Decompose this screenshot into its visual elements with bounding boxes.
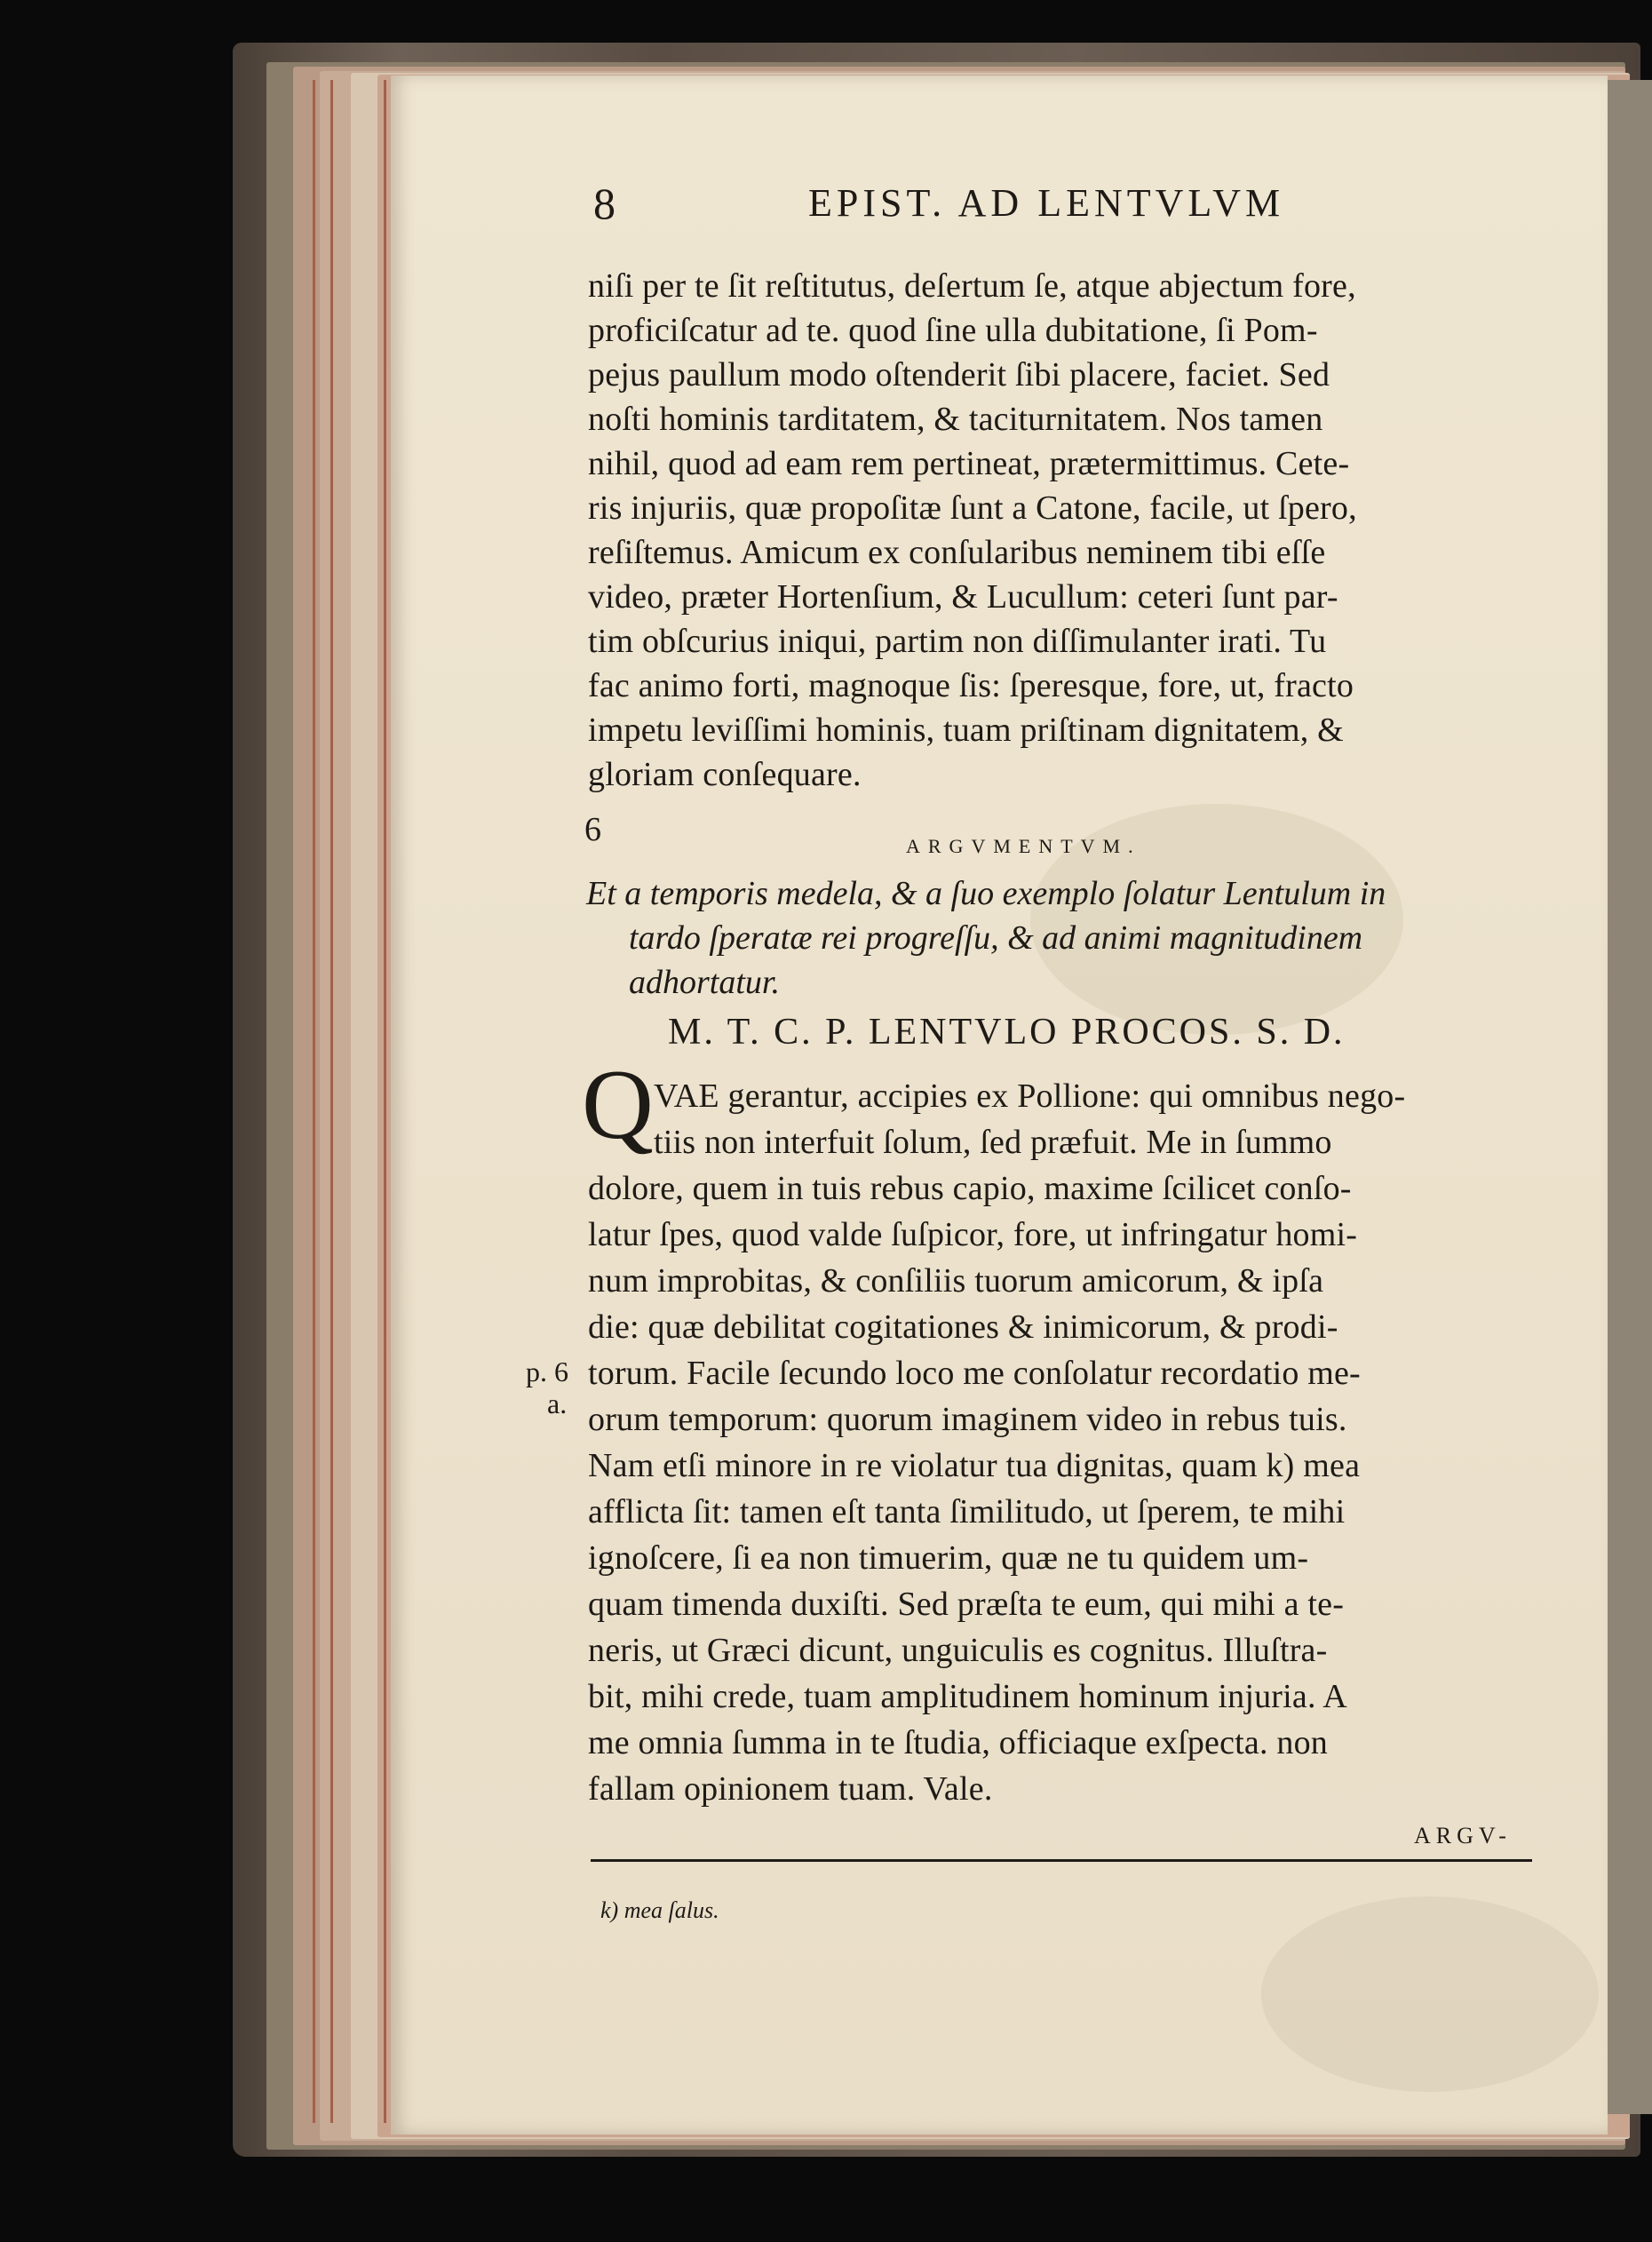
text-line: impetu leviſſimi hominis, tuam priſtinam dignitatem, &	[588, 712, 1344, 749]
text-line: proficiſcatur ad te. quod ſine ulla dubitatione, ſi Pom-	[588, 312, 1318, 349]
text-line: pejus paullum modo oſtenderit ſibi placere, faciet. Sed	[588, 356, 1330, 394]
text-line: niſi per te ſit reſtitutus, deſertum ſe, atque abjectum fore,	[588, 267, 1356, 305]
argument-line: adhortatur.	[629, 964, 780, 1001]
text-line: tiis non interfuit ſolum, ſed præfuit. Me in ſummo	[654, 1124, 1332, 1161]
text-line: VAE gerantur, accipies ex Pollione: qui omnibus nego-	[654, 1077, 1406, 1115]
text-line: afflicta ſit: tamen eſt tanta ſimilitudo, ut ſperem, te mihi	[588, 1493, 1346, 1530]
text-line: bit, mihi crede, tuam amplitudinem hominum injuria. A	[588, 1678, 1347, 1715]
text-line: quam timenda duxiſti. Sed præſta te eum, qui mihi a te-	[588, 1586, 1345, 1623]
text-line: reſiſtemus. Amicum ex conſularibus neminem tibi eſſe	[588, 534, 1326, 571]
margin-reference: p. 6	[526, 1356, 568, 1387]
text-line: num improbitas, & conſiliis tuorum amicorum, & ipſa	[588, 1262, 1324, 1300]
salutation: M. T. C. P. LENTVLO PROCOS. S. D.	[668, 1012, 1346, 1053]
margin-reference: a.	[547, 1387, 568, 1419]
argument-line: Et a temporis medela, & a ſuo exemplo ſolatur Lentulum in	[586, 875, 1386, 912]
page-number: 8	[593, 179, 616, 228]
text-line: gloriam conſequare.	[588, 756, 862, 793]
letter-number: 6	[584, 811, 601, 848]
footnote-rule	[591, 1859, 1532, 1862]
facing-page-edge	[1606, 80, 1652, 2114]
argument-line: tardo ſperatæ rei progreſſu, & ad animi magnitudinem	[629, 919, 1363, 957]
text-line: ris injuriis, quæ propoſitæ ſunt a Catone, facile, ut ſpero,	[588, 489, 1357, 527]
text-line: torum. Facile ſecundo loco me conſolatur recordatio me-	[588, 1355, 1361, 1392]
argument-heading: ARGVMENTVM.	[906, 835, 1141, 857]
running-title: EPIST. AD LENTVLVM	[808, 181, 1285, 225]
text-line: Nam etſi minore in re violatur tua dignitas, quam k) mea	[588, 1447, 1361, 1484]
text-line: neris, ut Græci dicunt, unguiculis es cognitus. Illuſtra-	[588, 1632, 1328, 1669]
paper-stain	[1261, 1896, 1599, 2092]
text-line: die: quæ debilitat cogitationes & inimicorum, & prodi-	[588, 1308, 1338, 1346]
text-line: dolore, quem in tuis rebus capio, maxime ſcilicet conſo-	[588, 1170, 1352, 1207]
text-line: noſti hominis tarditatem, & taciturnitatem. Nos tamen	[588, 401, 1323, 438]
red-page-edge	[313, 80, 315, 2123]
drop-cap: Q	[582, 1050, 654, 1160]
catchword: ARGV-	[1414, 1823, 1512, 1848]
text-line: nihil, quod ad eam rem pertineat, prætermittimus. Cete-	[588, 445, 1350, 482]
text-line: video, præter Hortenſium, & Lucullum: ceteri ſunt par-	[588, 578, 1338, 616]
text-line: orum temporum: quorum imaginem video in rebus tuis.	[588, 1401, 1347, 1438]
text-line: fallam opinionem tuam. Vale.	[588, 1770, 993, 1808]
text-line: fac animo forti, magnoque ſis: ſperesque, fore, ut, fracto	[588, 667, 1354, 704]
red-page-edge	[330, 80, 333, 2123]
footnote: k) mea ſalus.	[600, 1897, 719, 1923]
text-line: me omnia ſumma in te ſtudia, officiaque exſpecta. non	[588, 1724, 1328, 1761]
text-line: ignoſcere, ſi ea non timuerim, quæ ne tu quidem um-	[588, 1539, 1309, 1577]
red-page-edge	[384, 80, 386, 2123]
text-line: latur ſpes, quod valde ſuſpicor, fore, ut infringatur homi-	[588, 1216, 1358, 1253]
text-line: tim obſcurius iniqui, partim non diſſimulanter irati. Tu	[588, 623, 1327, 660]
